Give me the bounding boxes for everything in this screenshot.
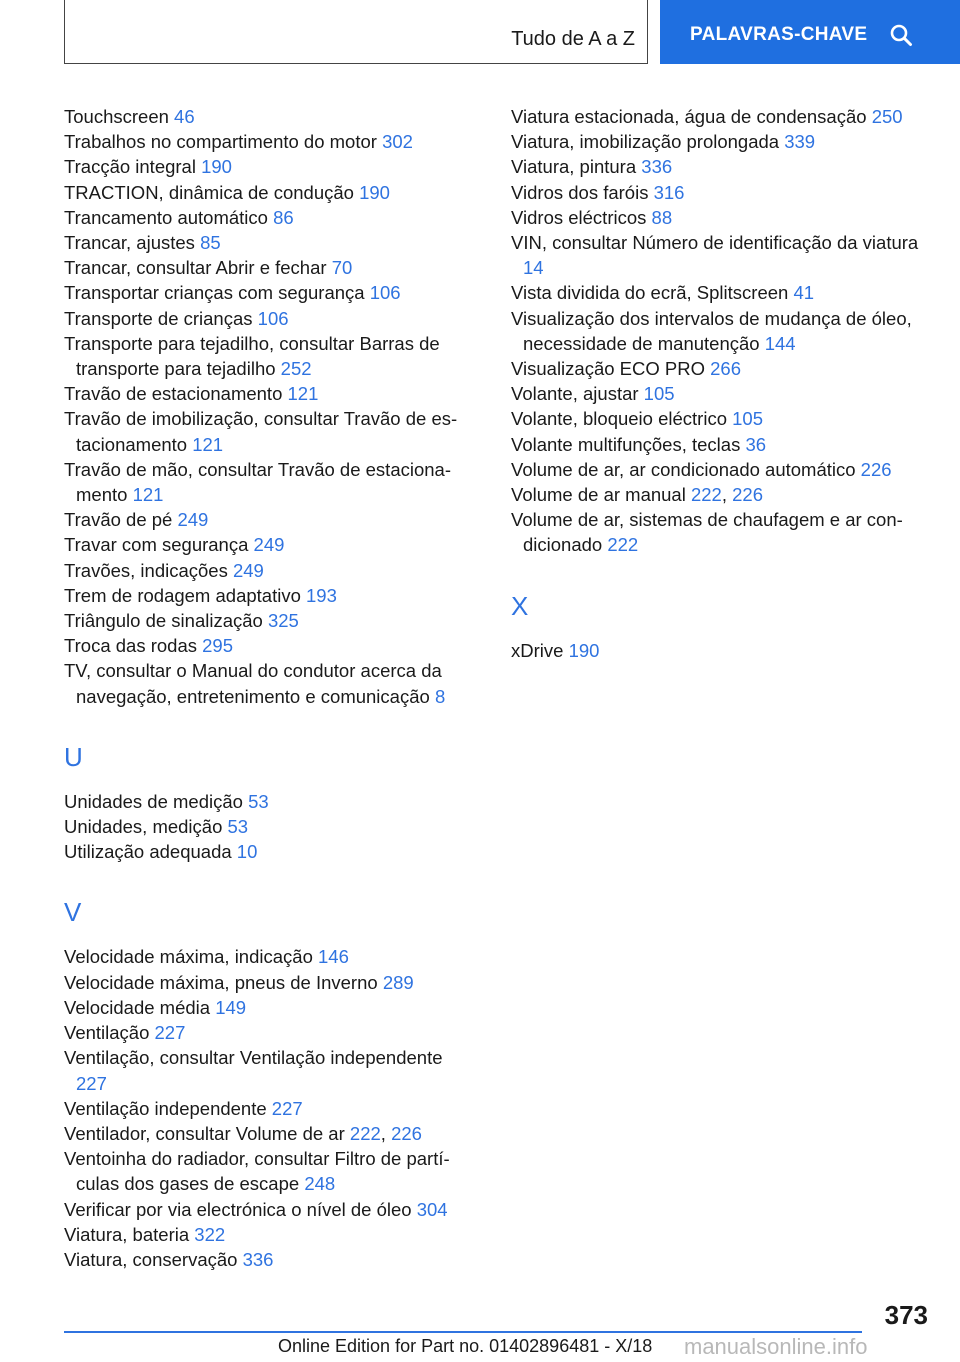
index-entry [511, 230, 921, 280]
index-entry [64, 1020, 474, 1045]
page-link[interactable]: 8 [434, 685, 446, 707]
index-entry-text: Velocidade média [64, 996, 211, 1018]
index-entry-text: VIN, consultar Número de identificação da viatura [511, 232, 919, 254]
index-entry-text: Unidades, medição [64, 816, 223, 838]
index-entry-text: Vidros eléctricos [511, 206, 647, 228]
page-link[interactable]: 53 [227, 816, 249, 838]
page-link[interactable]: 41 [793, 282, 815, 304]
index-entry [64, 180, 474, 205]
page-link[interactable]: 88 [651, 206, 673, 228]
index-entry [64, 507, 474, 532]
index-entry-text: Volante multifunções, teclas [511, 433, 741, 455]
index-entry-text: Velocidade máxima, pneus de Inverno [64, 971, 378, 993]
index-entry-text: Touchscreen [64, 106, 169, 127]
page-link[interactable]: 325 [267, 610, 299, 632]
index-entry-text: Volante, ajustar [511, 383, 639, 405]
index-entry [64, 205, 474, 230]
page-link[interactable]: 14 [523, 257, 544, 279]
index-entry-text: Ventilação, consultar Ventilação independente [64, 1047, 443, 1069]
index-entry [511, 180, 921, 205]
index-entry [64, 1146, 474, 1196]
page-link[interactable]: 121 [192, 433, 224, 455]
index-entry [64, 1247, 474, 1272]
page-link[interactable]: 226 [732, 484, 764, 506]
index-entry [64, 1197, 474, 1222]
index-entry-text: Visualização dos intervalos de mudança de óleo, necessidade de manutenção [511, 307, 912, 354]
index-entry: Volume de ar manual 222, 226 [511, 484, 764, 506]
index-entry [511, 205, 921, 230]
index-entry-text: Volume de ar, sistemas de chaufagem e ar condicionado [511, 509, 903, 556]
index-entry [64, 406, 474, 456]
page-link[interactable]: 190 [568, 639, 600, 661]
index-entry [511, 154, 921, 179]
index-entry-text: Velocidade máxima, indicação [64, 946, 313, 968]
index-entry-text: TV, consultar o Manual do condutor acerca da navegação, entretenimento e comunicação [64, 660, 442, 707]
page-link[interactable]: 70 [331, 257, 353, 279]
index-entry [511, 507, 921, 557]
index-entry-text: Visualização ECO PRO [511, 358, 705, 380]
index-entry [64, 1222, 474, 1247]
index-entry-text: Travão de pé [64, 509, 173, 531]
index-entry-text: Trancar, consultar Abrir e fechar [64, 257, 327, 279]
page-link[interactable]: 146 [318, 946, 349, 968]
index-entry [64, 154, 474, 179]
index-entry-text: Trem de rodagem adaptativo [64, 584, 301, 606]
index-entry [511, 104, 921, 129]
index-entry [64, 839, 474, 864]
index-letter-heading: U [64, 741, 83, 772]
index-entry [511, 381, 921, 406]
index-entry [511, 280, 921, 305]
index-entry [511, 638, 921, 663]
index-entry-text: Volante, bloqueio eléctrico [511, 408, 727, 430]
index-entry [64, 381, 474, 406]
search-icon[interactable] [889, 23, 913, 47]
page-link[interactable]: 249 [177, 509, 209, 531]
index-entry [64, 995, 474, 1020]
index-entry [511, 457, 921, 482]
index-entry-text: Viatura, imobilização prolongada [511, 131, 780, 153]
index-entry-text: Volume de ar manual [511, 484, 686, 506]
page-link[interactable]: 53 [248, 790, 269, 812]
page-link[interactable]: 121 [132, 484, 164, 506]
index-entry-text: Travar com segurança [64, 534, 249, 556]
page-link[interactable]: 105 [643, 383, 675, 405]
index-entry-text: Ventilação [64, 1022, 150, 1044]
page-link[interactable]: 222 [690, 484, 722, 506]
index-entry-text: Travões, indicações [64, 559, 228, 581]
page-link[interactable]: 222 [349, 1122, 381, 1144]
page-link[interactable]: 46 [174, 106, 195, 127]
page-link[interactable]: 316 [653, 181, 685, 203]
index-entry [64, 814, 474, 839]
index-entry [64, 1045, 474, 1095]
index-entry-text: Transporte de crianças [64, 307, 253, 329]
page-link[interactable]: 190 [359, 181, 390, 203]
index-entry-text: Ventoinha do radiador, consultar Filtro de partículas dos gases de escape [64, 1148, 450, 1195]
index-entry [64, 1096, 474, 1121]
page-link[interactable]: 190 [201, 156, 232, 178]
page-link[interactable]: 336 [242, 1248, 274, 1270]
index-entry [64, 658, 474, 708]
header-bar [64, 0, 648, 64]
index-entry-text: Transporte para tejadilho, consultar Barras de transporte para tejadilho [64, 332, 440, 380]
index-entry-text: Viatura estacionada, água de condensação [511, 106, 867, 127]
index-entry [64, 457, 474, 507]
page-link[interactable]: 144 [764, 332, 796, 354]
page-link[interactable]: 193 [306, 584, 337, 606]
page-link[interactable]: 222 [607, 534, 639, 556]
index-entry-text: Volume de ar, ar condicionado automático [511, 458, 856, 480]
index-entry-text: Ventilação independente [64, 1097, 267, 1119]
index-entry [511, 356, 921, 381]
index-entry [64, 608, 474, 633]
index-entry [511, 306, 921, 356]
index-entry [64, 104, 474, 129]
index-entry [64, 306, 474, 331]
index-entry [64, 558, 474, 583]
index-entry: Ventilador, consultar Volume de ar 222, 226 [64, 1122, 422, 1144]
section-title: Tudo de A a Z [511, 28, 635, 50]
keywords-tab-label: PALAVRAS-CHAVE [690, 24, 868, 45]
index-entry [64, 970, 474, 995]
page-link[interactable]: 105 [732, 408, 763, 430]
index-letter-heading: X [511, 590, 529, 621]
index-entry [511, 432, 921, 457]
page-link[interactable]: 250 [871, 106, 903, 127]
page-number: 373 [884, 1300, 928, 1330]
page-link[interactable]: 227 [76, 1072, 107, 1094]
index-entry-text: Travão de estacionamento [64, 383, 283, 405]
index-entry-text: Trancamento automático [64, 206, 268, 228]
index-entry-text: Ventilador, consultar Volume de ar [64, 1122, 345, 1144]
index-entry-text: Trabalhos no compartimento do motor [64, 131, 377, 153]
page-link[interactable]: 106 [257, 307, 289, 329]
index-entry-text: Verificar por via electrónica o nível de óleo [64, 1198, 412, 1220]
page-link[interactable]: 227 [154, 1022, 186, 1044]
page-link[interactable]: 249 [232, 559, 264, 581]
page-link[interactable]: 10 [236, 841, 258, 863]
page-link[interactable]: 36 [745, 433, 767, 455]
index-entry-text: Vidros dos faróis [511, 181, 649, 203]
page-link[interactable]: 295 [202, 635, 234, 657]
index-entry-text: Utilização adequada [64, 841, 232, 863]
index-entry-text: Vista dividida do ecrã, Splitscreen [511, 282, 789, 304]
index-entry [64, 331, 474, 381]
page-link[interactable]: 121 [287, 383, 319, 405]
index-entry [64, 532, 474, 557]
keywords-tab[interactable] [660, 0, 960, 64]
index-column-left [64, 104, 474, 1272]
index-entry-text: xDrive [511, 639, 564, 661]
index-entry-text: Trancar, ajustes [64, 232, 195, 254]
index-entry-text: Tracção integral [64, 156, 196, 178]
index-entry-text: Transportar crianças com segurança [64, 282, 365, 304]
page-link[interactable]: 227 [271, 1097, 303, 1119]
page-link[interactable]: 106 [369, 282, 401, 304]
footer-edition-text: Online Edition for Part no. 01402896481 - X/18 [278, 1336, 653, 1356]
page-link[interactable]: 252 [280, 358, 312, 380]
index-entry [511, 129, 921, 154]
index-entry [511, 406, 921, 431]
index-entry [64, 280, 474, 305]
index-entry-text: Troca das rodas [64, 635, 197, 657]
index-entry-text: Triângulo de sinalização [64, 610, 263, 632]
page-link[interactable]: 249 [253, 534, 285, 556]
page-link[interactable]: 149 [215, 996, 247, 1018]
page-link[interactable]: 226 [860, 458, 892, 480]
page-link[interactable]: 85 [200, 232, 221, 254]
index-entry [64, 789, 474, 814]
index-entry [64, 129, 474, 154]
index-entry-text: Viatura, conservação [64, 1248, 238, 1270]
footer-watermark: manualsonline.info [684, 1334, 868, 1359]
page-link[interactable]: 289 [382, 971, 414, 993]
index-entry [64, 255, 474, 280]
index-entry-text: Viatura, bateria [64, 1223, 190, 1245]
index-entry [64, 583, 474, 608]
index-entry [64, 944, 474, 969]
index-entry [64, 633, 474, 658]
page-link[interactable]: 226 [391, 1122, 422, 1144]
page-link[interactable]: 302 [382, 131, 413, 153]
index-entry [64, 230, 474, 255]
index-entry-text: Travão de mão, consultar Travão de estacionamento [64, 458, 452, 506]
index-entry-text: Travão de imobilização, consultar Travão de estacionamento [64, 408, 458, 455]
index-entry-text: TRACTION, dinâmica de condução [64, 181, 354, 203]
page-link[interactable]: 322 [194, 1223, 226, 1245]
page-link[interactable]: 266 [710, 358, 742, 380]
page-link[interactable]: 304 [416, 1198, 448, 1220]
page-link[interactable]: 248 [304, 1173, 336, 1195]
page-link[interactable]: 86 [273, 206, 294, 228]
index-letter-heading: V [64, 897, 82, 928]
page-link[interactable]: 336 [641, 156, 673, 178]
footer-divider [64, 1331, 862, 1333]
page-link[interactable]: 339 [784, 131, 816, 153]
index-entry-text: Unidades de medição [64, 790, 243, 812]
index-column-right [511, 104, 921, 663]
index-entry-text: Viatura, pintura [511, 156, 637, 178]
